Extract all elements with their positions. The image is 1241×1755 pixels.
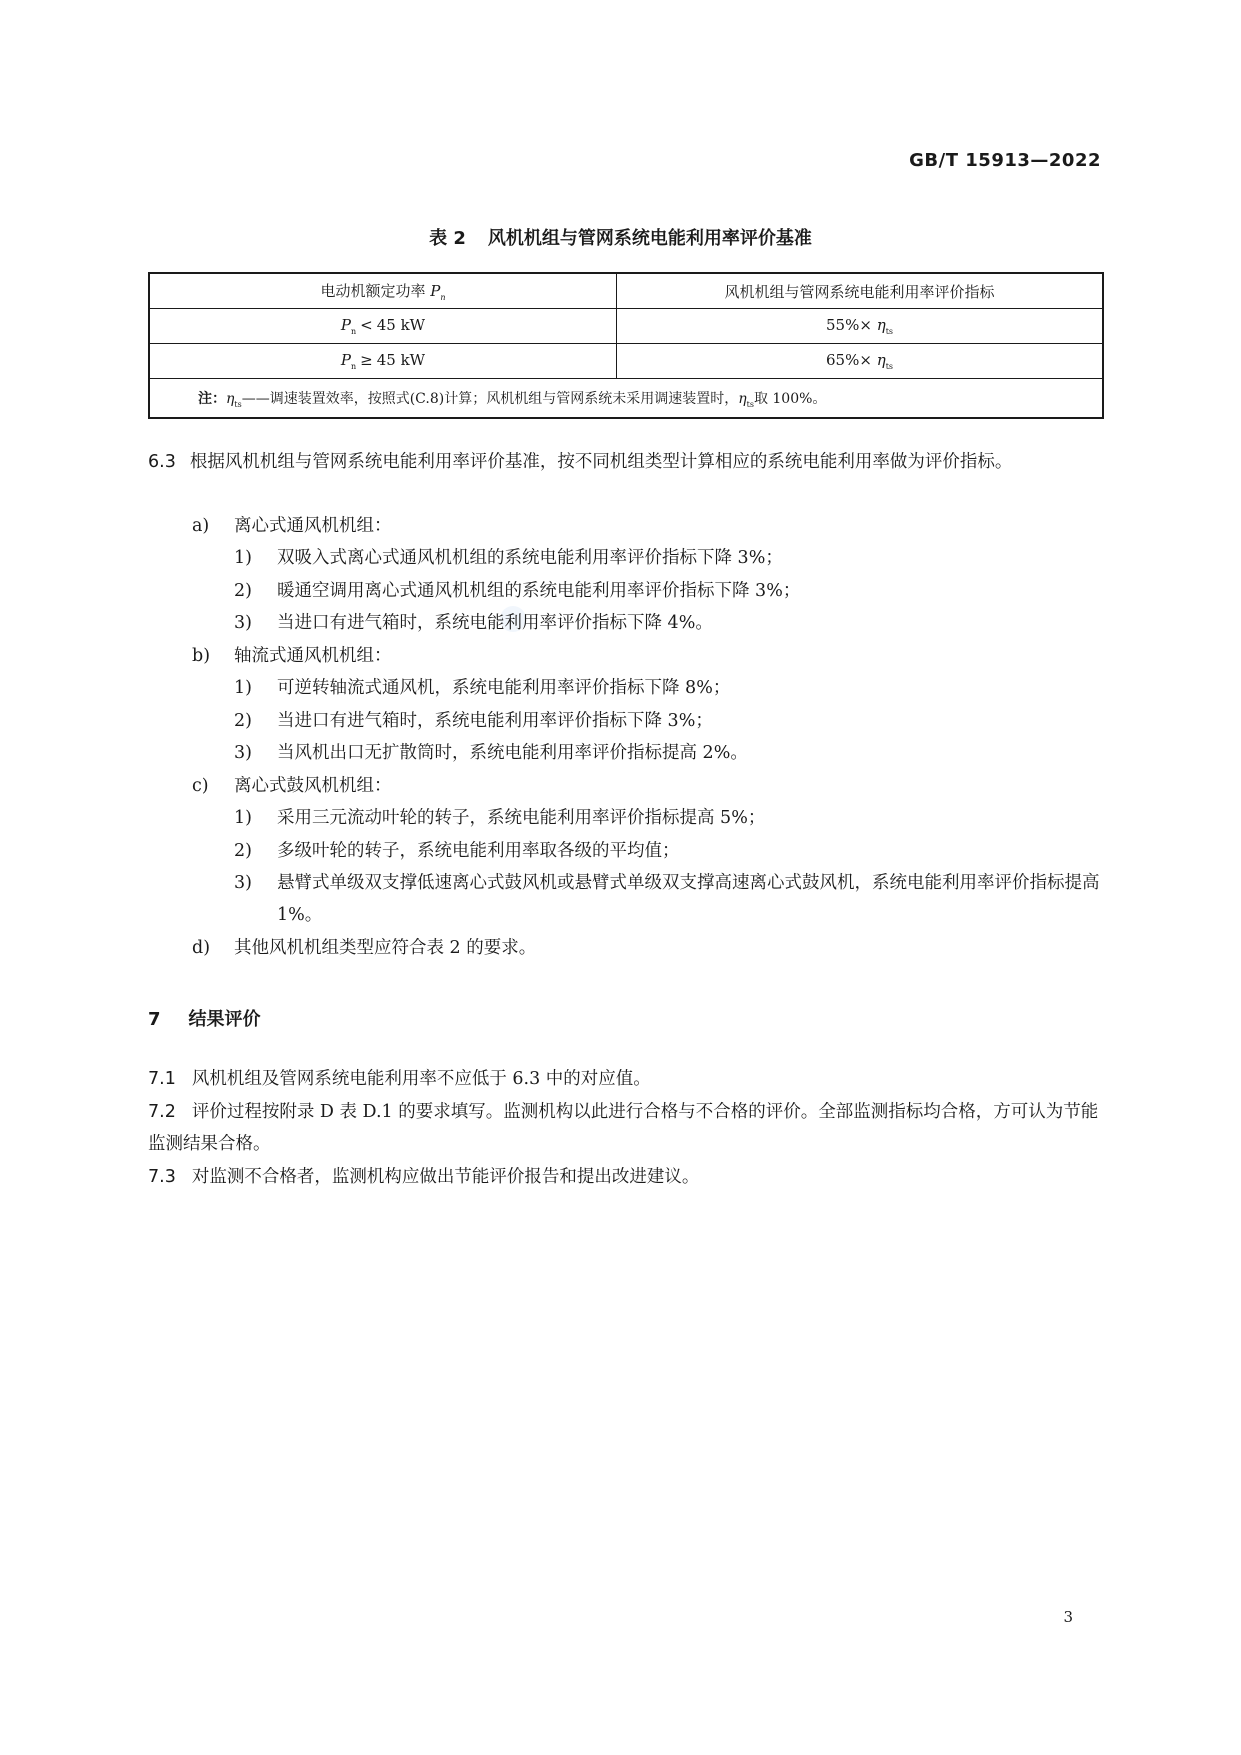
table-cell-power: $P_n \ge 45$ kW [149, 344, 617, 379]
list-subitem: 2) 当进口有进气箱时，系统电能利用率评价指标下降 3%； [234, 711, 713, 731]
table-header-power: 电动机额定功率 $P_n$ [149, 273, 617, 309]
section-7-heading: 7 结果评价 [148, 1009, 261, 1030]
table-row [149, 309, 1103, 344]
list-subitem: 1) 可逆转轴流式通风机，系统电能利用率评价指标下降 8%； [234, 678, 731, 698]
list-subitem: 3) 当风机出口无扩散筒时，系统电能利用率评价指标提高 2%。 [234, 743, 748, 763]
page-number: 3 [1063, 1608, 1073, 1626]
table-header-index: 风机机组与管网系统电能利用率评价指标 [617, 273, 1104, 309]
table-caption-number: 表 2 [429, 228, 466, 249]
clause-7-3: 7.3 对监测不合格者，监测机构应做出节能评价报告和提出改进建议。 [148, 1167, 700, 1187]
list-subitem: 2) 暖通空调用离心式通风机机组的系统电能利用率评价指标下降 3%； [234, 581, 801, 601]
table-cell-index: $55\%\times \eta_{ts}$ [617, 309, 1104, 344]
list-item-d: d) 其他风机机组类型应符合表 2 的要求。 [192, 938, 537, 958]
table-caption [0, 224, 1241, 250]
list-subitem: 1) 采用三元流动叶轮的转子，系统电能利用率评价指标提高 5%； [234, 808, 766, 828]
clause-text: 根据风机机组与管网系统电能利用率评价基准，按不同机组类型计算相应的系统电能利用率做为评价指标。 [189, 452, 1013, 472]
evaluation-table [148, 272, 1104, 419]
list-subitem: 1) 双吸入式离心式通风机机组的系统电能利用率评价指标下降 3%； [234, 548, 783, 568]
list-subitem: 2) 多级叶轮的转子，系统电能利用率取各级的平均值； [234, 841, 680, 861]
list-item-b: b) 轴流式通风机机组： [192, 646, 392, 666]
list-item-a: a) 离心式通风机机组： [192, 516, 392, 536]
table-row [149, 344, 1103, 379]
standard-code: GB/T 15913—2022 [909, 150, 1101, 171]
table-cell-index: $65\%\times \eta_{ts}$ [617, 344, 1104, 379]
table-note: 注：$\eta_{ts}——$调速装置效率，按照式(C.8)计算；风机机组与管网系统未采用调速装置时，$\eta_{ts}$取 100%。 [149, 379, 1103, 419]
clause-7-2: 7.2 评价过程按附录 D 表 D.1 的要求填写。监测机构以此进行合格与不合格的评价。全部监测指标均合格，方可认为节能监测结果合格。 [148, 1102, 1099, 1154]
list-subitem: 3) 当进口有进气箱时，系统电能利用率评价指标下降 4%。 [234, 613, 713, 633]
table-cell-power: $P_n < 45$ kW [149, 309, 617, 344]
list-subitem-text: 悬臂式单级双支撑低速离心式鼓风机或悬臂式单级双支撑高速离心式鼓风机，系统电能利用率评价指标提高 1%。 [277, 873, 1100, 925]
list-item-c: c) 离心式鼓风机机组： [192, 776, 392, 796]
table-caption-title: 风机机组与管网系统电能利用率评价基准 [487, 228, 812, 249]
clause-6-3 [148, 446, 1104, 478]
clause-7-1: 7.1 风机机组及管网系统电能利用率不应低于 6.3 中的对应值。 [148, 1069, 651, 1089]
list-subitem: 3) [234, 873, 252, 893]
table-note-row [149, 379, 1103, 419]
table-header-row [149, 273, 1103, 309]
clause-number: 6.3 [148, 452, 176, 472]
